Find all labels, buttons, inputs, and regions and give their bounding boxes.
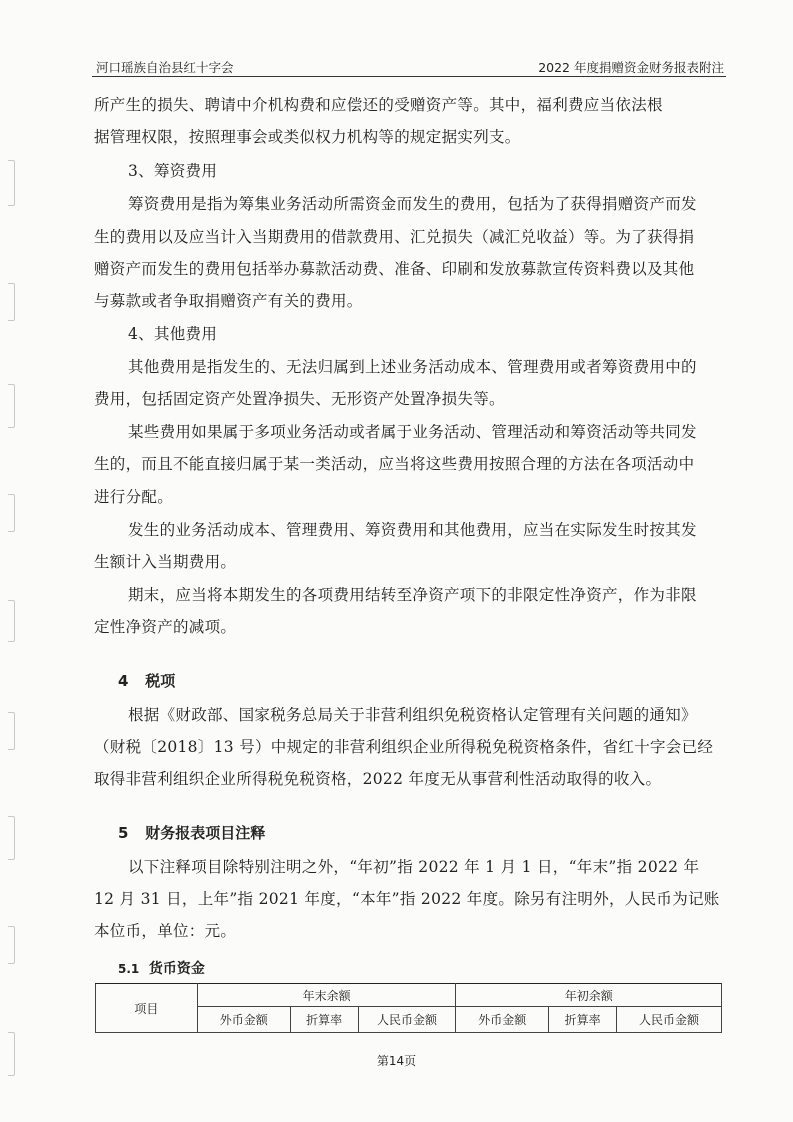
page-number: 第14页 [376, 1054, 417, 1068]
body-line: 以下注释项目除特别注明之外，“年初”指 2022 年 1 月 1 日，“年末”指 2022 年 [128, 858, 700, 876]
table-subheader: 人民币金额 [617, 1007, 722, 1033]
body-line: 所产生的损失、聘请中介机构费和应偿还的受赠资产等。其中，福利费应当依法根 [94, 96, 663, 114]
binding-mark [8, 494, 15, 532]
subsection-title: 货币资金 [148, 961, 205, 977]
cash-table [95, 983, 722, 1033]
page-header [92, 52, 726, 77]
binding-mark [8, 384, 15, 428]
subsection-heading: 4、其他费用 [128, 325, 218, 343]
table-subheader: 外币金额 [456, 1007, 549, 1033]
table-header-year-end: 年末余额 [197, 984, 456, 1007]
body-line: 某些费用如果属于多项业务活动或者属于业务活动、管理活动和筹资活动等共同发 [128, 423, 697, 441]
body-line: 生的，而且不能直接归属于某一类活动，应当将这些费用按照合理的方法在各项活动中 [94, 455, 695, 473]
binding-mark [8, 160, 15, 206]
body-line: 取得非营利组织企业所得税免税资格，2022 年度无从事营利性活动取得的收入。 [94, 770, 662, 788]
section-heading [118, 670, 175, 691]
binding-mark [8, 926, 15, 964]
body-line: 其他费用是指发生的、无法归属到上述业务活动成本、管理费用或者筹资费用中的 [128, 358, 697, 376]
body-line: 与募款或者争取捐赠资产有关的费用。 [94, 292, 363, 310]
subsection-heading [118, 958, 205, 978]
body-line: 赠资产而发生的费用包括举办募款活动费、准备、印刷和发放募款宣传资料费以及其他 [94, 260, 695, 278]
section-number: 4 [118, 672, 129, 690]
body-line: 生额计入当期费用。 [94, 553, 237, 571]
body-line: 期末，应当将本期发生的各项费用结转至净资产项下的非限定性净资产，作为非限 [128, 586, 697, 604]
section-heading [118, 822, 265, 843]
binding-mark [8, 283, 15, 321]
section-number: 5 [118, 824, 129, 842]
subsection-number: 5.1 [118, 962, 140, 976]
body-line: 定性净资产的减项。 [94, 618, 237, 636]
table-subheader: 折算率 [549, 1007, 617, 1033]
header-org-name: 河口瑶族自治县红十字会 [96, 60, 234, 75]
body-line: （财税〔2018〕13 号）中规定的非营利组织企业所得税免税资格条件，省红十字会已经 [94, 738, 714, 756]
body-line: 本位币，单位：元。 [94, 922, 237, 940]
body-line: 筹资费用是指为筹集业务活动所需资金而发生的费用，包括为了获得捐赠资产而发 [128, 195, 697, 213]
table-subheader: 折算率 [290, 1007, 358, 1033]
binding-mark [8, 712, 15, 750]
body-line: 据管理权限，按照理事会或类似权力机构等的规定据实列支。 [94, 128, 521, 146]
body-line: 生的费用以及应当计入当期费用的借款费用、汇兑损失（减汇兑收益）等。为了获得捐 [94, 228, 695, 246]
body-line: 发生的业务活动成本、管理费用、筹资费用和其他费用，应当在实际发生时按其发 [128, 521, 697, 539]
binding-mark [8, 600, 15, 642]
body-line: 12 月 31 日，上年”指 2021 年度，“本年”指 2022 年度。除另有注明外，人民币为记账 [94, 890, 720, 908]
body-line: 进行分配。 [94, 488, 174, 506]
body-line: 根据《财政部、国家税务总局关于非营利组织免税资格认定管理有关问题的通知》 [128, 706, 697, 724]
header-doc-title: 2022 年度捐赠资金财务报表附注 [538, 60, 724, 75]
body-line: 费用，包括固定资产处置净损失、无形资产处置净损失等。 [94, 390, 505, 408]
section-title: 财务报表项目注释 [145, 824, 266, 842]
subsection-heading: 3、筹资费用 [128, 162, 218, 180]
table-subheader: 人民币金额 [358, 1007, 456, 1033]
table-header-item: 项目 [96, 984, 198, 1033]
table-subheader: 外币金额 [197, 1007, 290, 1033]
table-header-year-start: 年初余额 [456, 984, 722, 1007]
binding-mark [8, 816, 15, 860]
section-title: 税项 [145, 672, 176, 690]
